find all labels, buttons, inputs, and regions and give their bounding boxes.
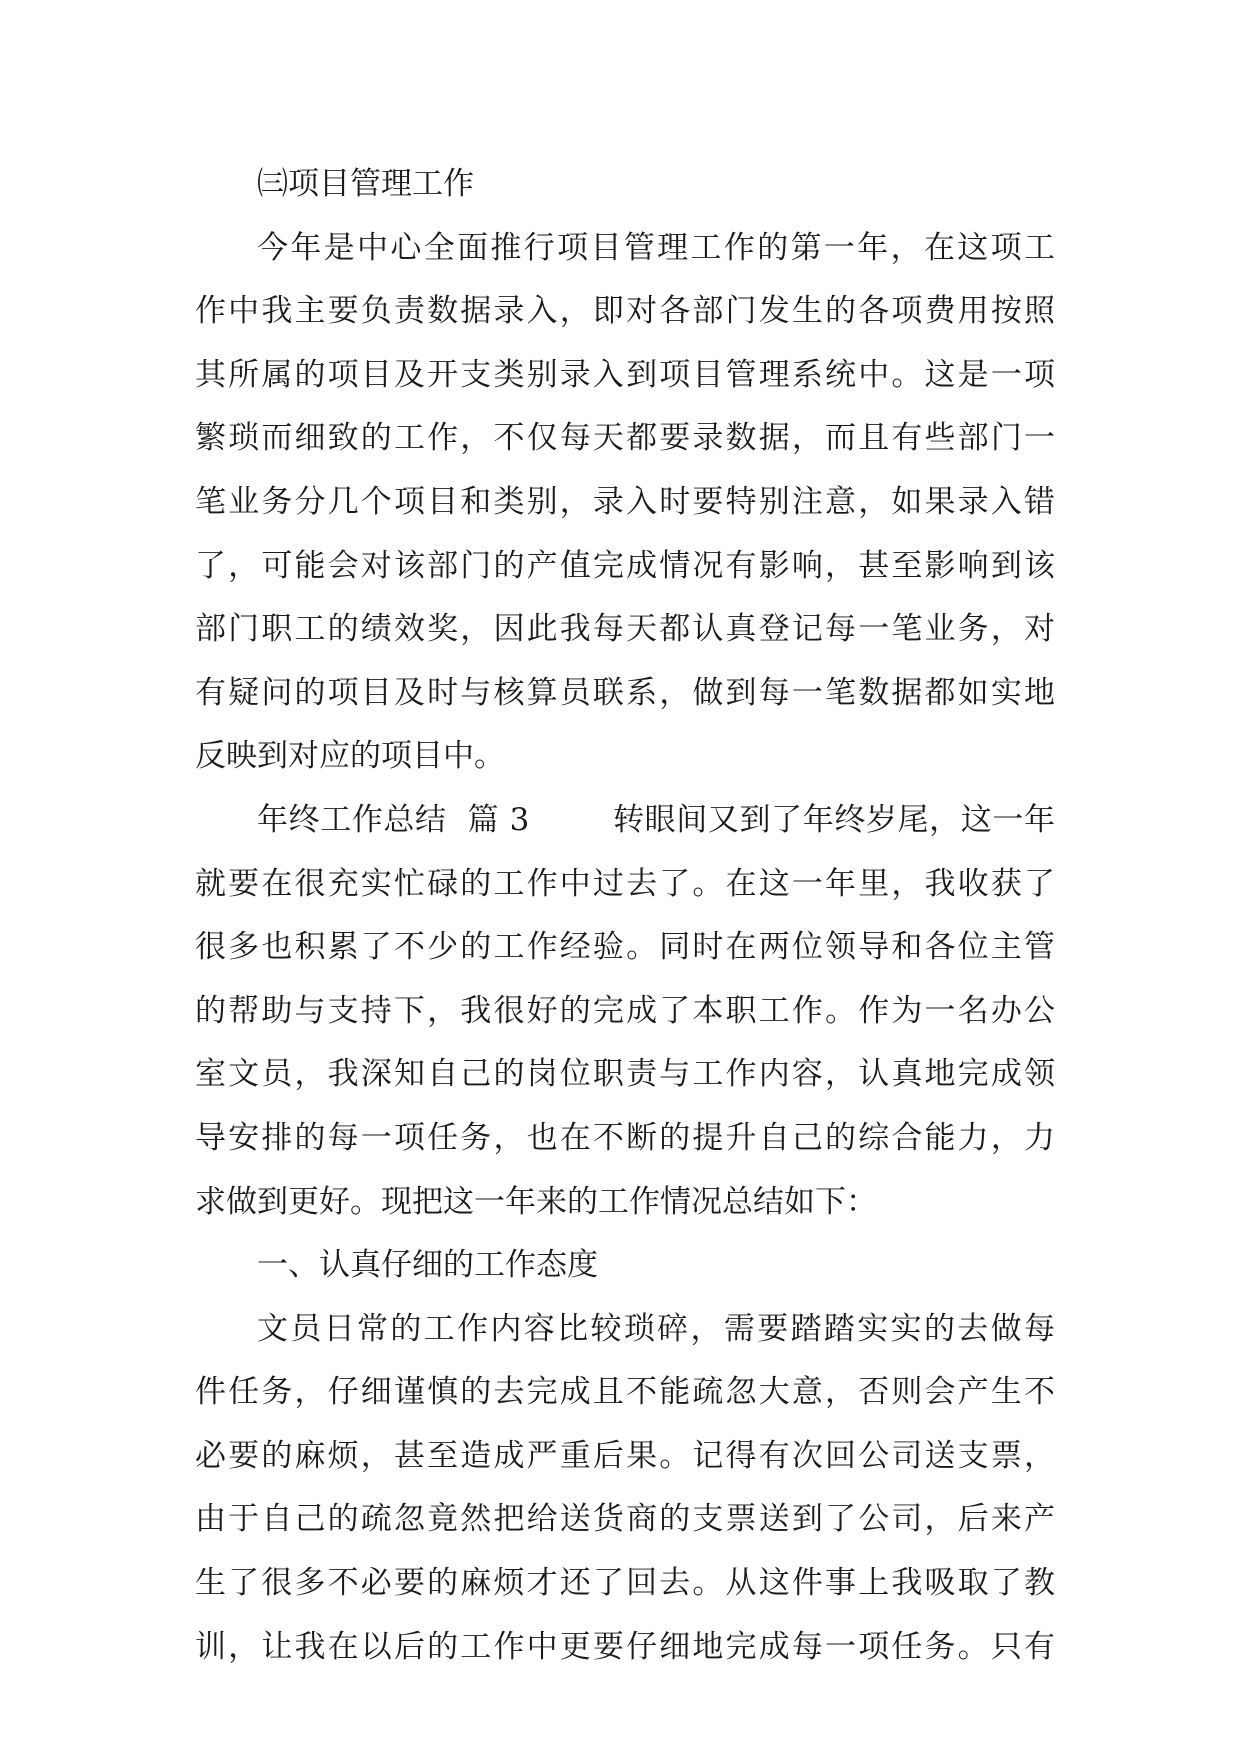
paragraph-line: 训，让我在以后的工作中更要仔细地完成每一项任务。只有	[195, 1628, 1055, 1665]
paragraph-line: 繁琐而细致的工作，不仅每天都要录数据，而且有些部门一	[195, 420, 1055, 457]
paragraph-line: 部门职工的绩效奖，因此我每天都认真登记每一笔业务，对	[195, 611, 1055, 648]
paragraph-line: 就要在很充实忙碌的工作中过去了。在这一年里，我收获了	[195, 865, 1055, 902]
paragraph-line: 由于自己的疏忽竟然把给送货商的支票送到了公司，后来产	[195, 1501, 1055, 1538]
paragraph-line: 很多也积累了不少的工作经验。同时在两位领导和各位主管	[195, 929, 1055, 966]
paragraph-line: 反映到对应的项目中。	[195, 738, 505, 775]
paragraph-line: 生了很多不必要的麻烦才还了回去。从这件事上我吸取了教	[195, 1565, 1055, 1602]
paragraph-line: 件任务，仔细谨慎的去完成且不能疏忽大意，否则会产生不	[195, 1374, 1055, 1411]
paragraph-line: 有疑问的项目及时与核算员联系，做到每一笔数据都如实地	[195, 674, 1055, 711]
paragraph-line: 必要的麻烦，甚至造成严重后果。记得有次回公司送支票，	[195, 1437, 1055, 1474]
paragraph-line: 笔业务分几个项目和类别，录入时要特别注意，如果录入错	[195, 483, 1055, 520]
paragraph-line: 了，可能会对该部门的产值完成情况有影响，甚至影响到该	[195, 547, 1055, 584]
section-heading-work-attitude: 一、认真仔细的工作态度	[257, 1247, 598, 1284]
document-body	[195, 153, 1055, 1679]
paragraph-line: 其所属的项目及开支类别录入到项目管理系统中。这是一项	[195, 356, 1055, 393]
paragraph-line: 导安排的每一项任务，也在不断的提升自己的综合能力，力	[195, 1119, 1055, 1156]
paragraph-line: 作中我主要负责数据录入，即对各部门发生的各项费用按照	[195, 293, 1055, 330]
paragraph-line: 今年是中心全面推行项目管理工作的第一年，在这项工	[257, 229, 1055, 266]
paragraph-line: 的帮助与支持下，我很好的完成了本职工作。作为一名办公	[195, 992, 1055, 1029]
paragraph-line-year-end-summary: 年终工作总结 篇 3 转眼间又到了年终岁尾，这一年	[257, 801, 1055, 838]
paragraph-line: 室文员，我深知自己的岗位职责与工作内容，认真地完成领	[195, 1056, 1055, 1093]
section-heading-project-management: ㈢项目管理工作	[257, 166, 474, 202]
paragraph-line: 文员日常的工作内容比较琐碎，需要踏踏实实的去做每	[257, 1310, 1055, 1347]
paragraph-line: 求做到更好。现把这一年来的工作情况总结如下：	[195, 1183, 877, 1220]
